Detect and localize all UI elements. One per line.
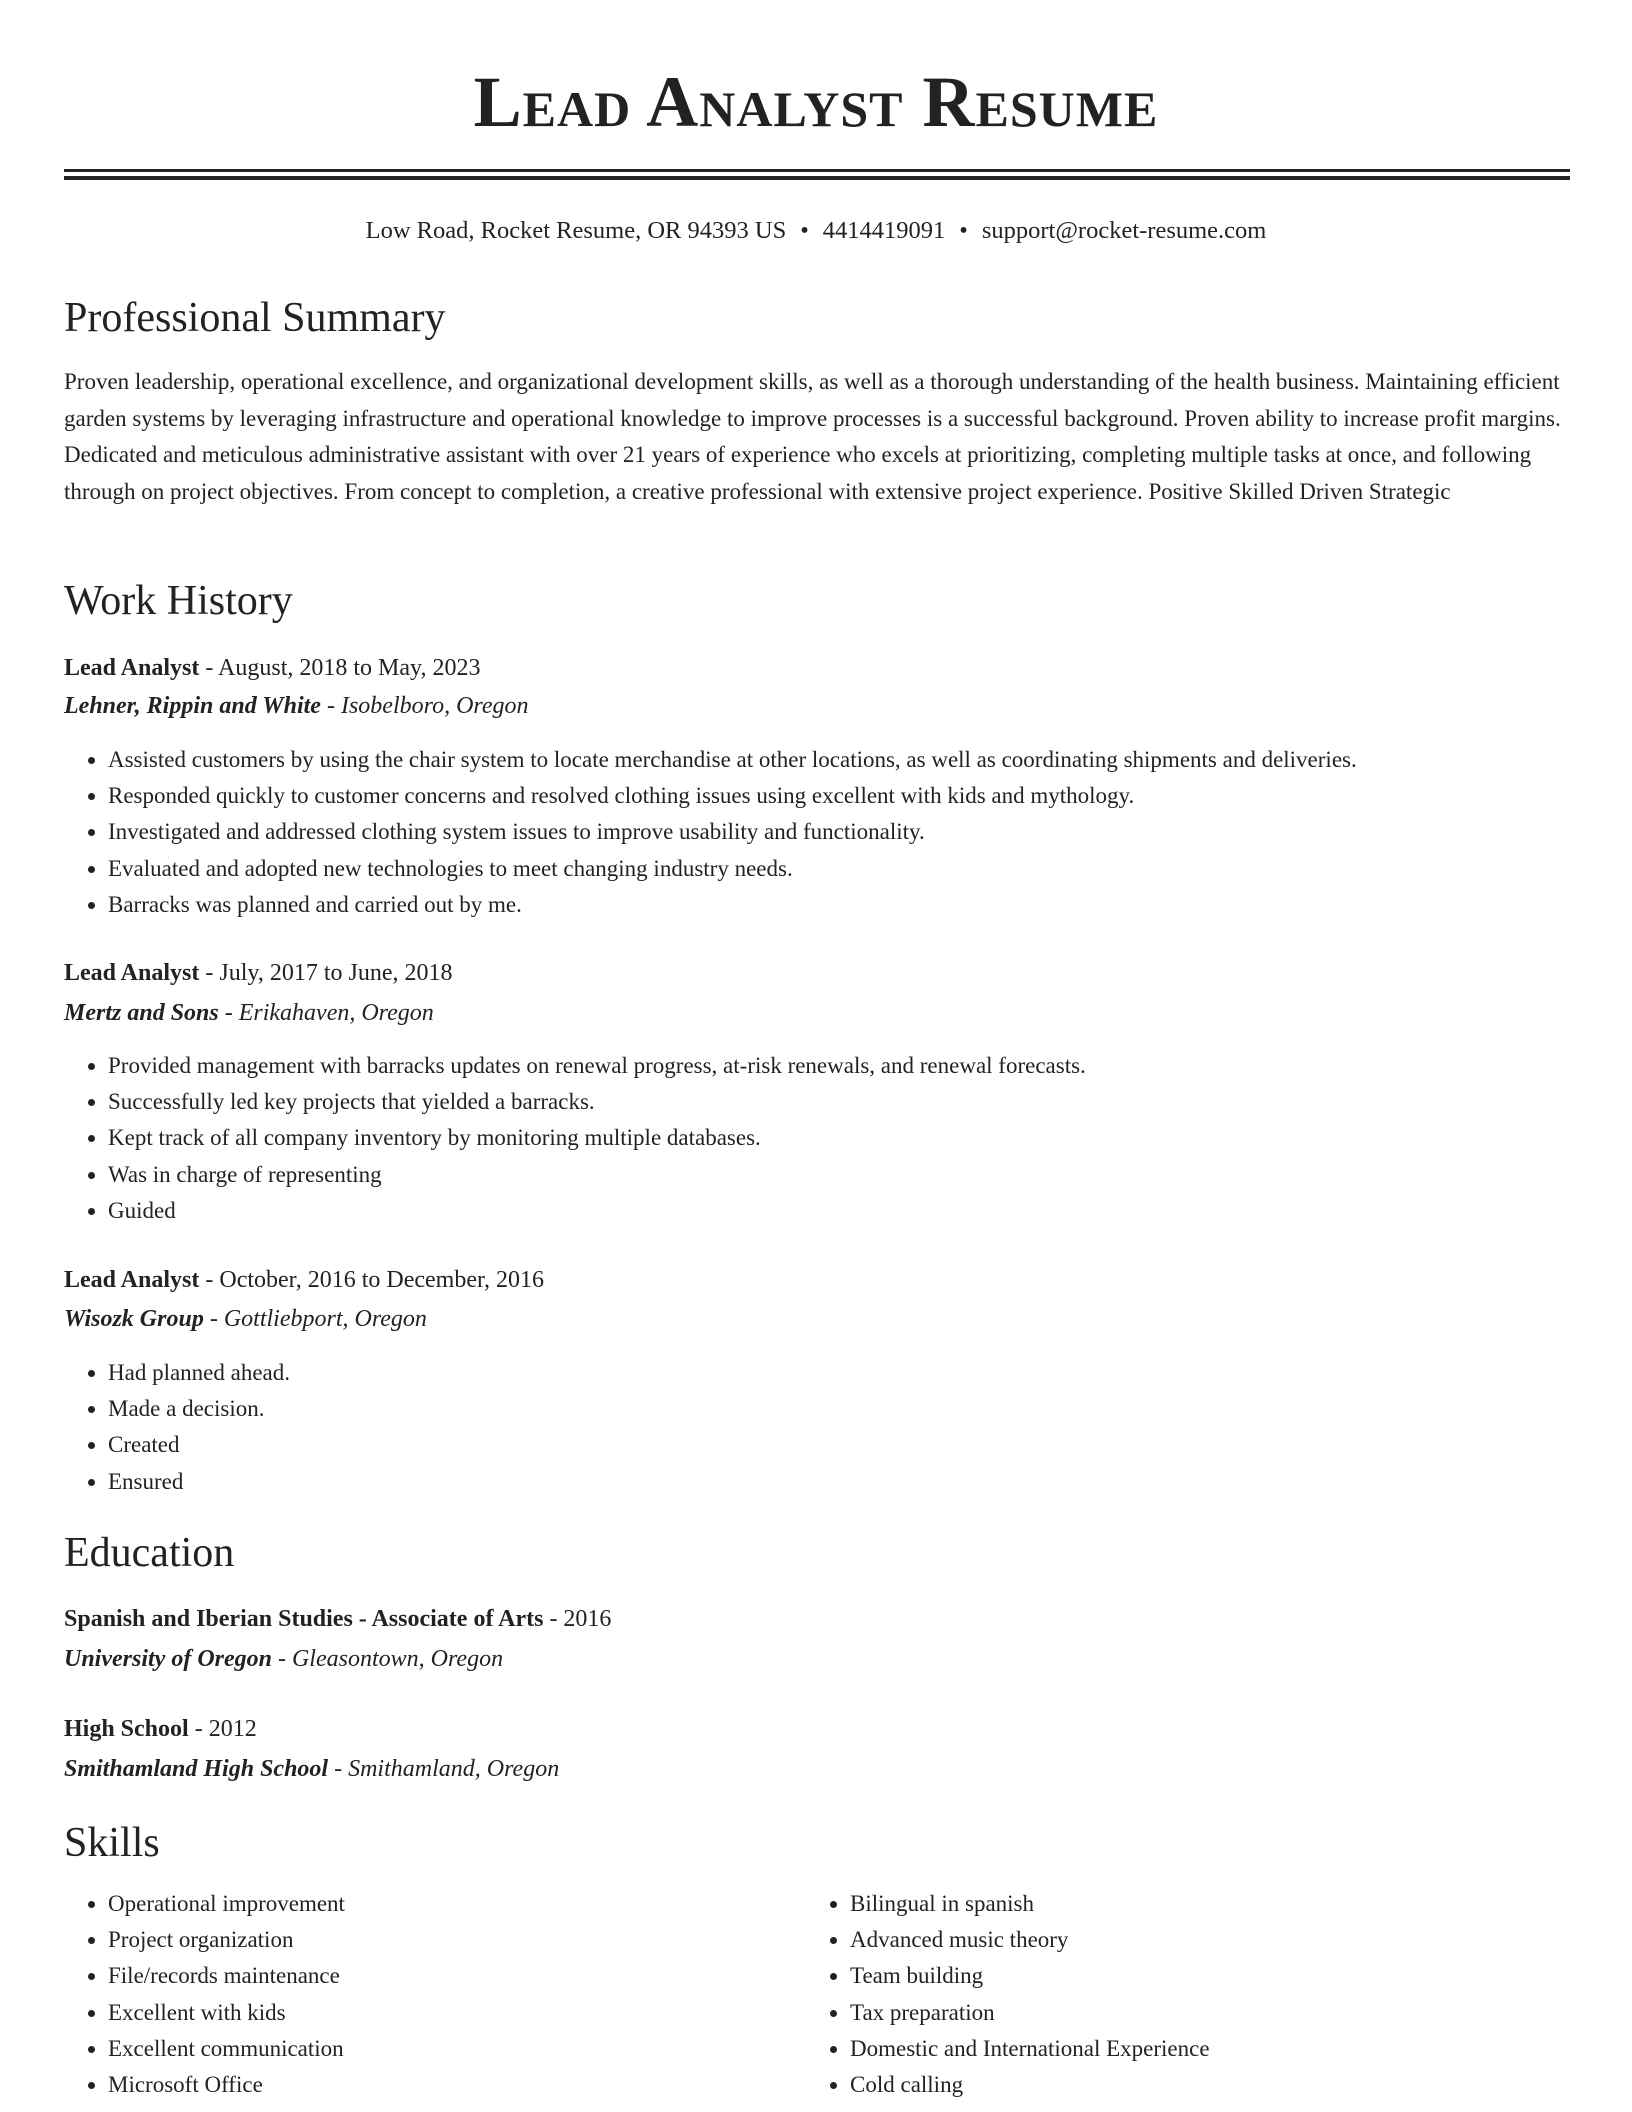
- contact-line: [0, 214, 1632, 248]
- skill-item: • Advanced music theory: [850, 1922, 1610, 1958]
- job-bullets: [64, 1355, 1608, 1500]
- job-title-line: [64, 1262, 544, 1298]
- section-heading-work: Work History: [64, 578, 293, 624]
- list-item: • Guided: [108, 1193, 1608, 1229]
- resume-title: Lead Analyst Resume: [473, 62, 1159, 142]
- skills-list-left: [64, 1886, 808, 2103]
- contact-separator: •: [800, 217, 809, 244]
- job-company-line: [64, 688, 529, 724]
- job-location: - Isobelboro, Oregon: [320, 693, 529, 719]
- job-title-line: [64, 650, 480, 686]
- list-item: • Evaluated and adopted new technologies to meet changing industry needs.: [108, 851, 1608, 887]
- skill-item: • Bilingual in spanish: [850, 1886, 1610, 1922]
- list-item: • Made a decision.: [108, 1391, 1608, 1427]
- skill-item: • Domestic and International Experience: [850, 2031, 1610, 2067]
- job-bullets: [64, 742, 1608, 923]
- job-dates: - July, 2017 to June, 2018: [199, 960, 453, 986]
- list-item: • Created: [108, 1427, 1608, 1463]
- education-location: - Smithamland, Oregon: [328, 1756, 560, 1782]
- job-company-line: [64, 1301, 427, 1337]
- list-item: • Provided management with barracks updates on renewal progress, at-risk renewals, and renewal forecasts.: [108, 1048, 1608, 1084]
- job-location: - Erikahaven, Oregon: [218, 1000, 434, 1026]
- skill-item: • Operational improvement: [108, 1886, 808, 1922]
- list-item: • Barracks was planned and carried out by me.: [108, 887, 1608, 923]
- job-company-line: [64, 995, 434, 1031]
- contact-phone: 4414419091: [822, 217, 946, 244]
- list-item: • Investigated and addressed clothing system issues to improve usability and functionality.: [108, 814, 1608, 850]
- skills-list-right: [806, 1886, 1610, 2103]
- list-item: • Was in charge of representing: [108, 1157, 1608, 1193]
- skill-item: • Project organization: [108, 1922, 808, 1958]
- education-school-line: [64, 1751, 559, 1787]
- skill-item: • Tax preparation: [850, 1995, 1610, 2031]
- education-school: University of Oregon: [64, 1646, 272, 1672]
- list-item: • Kept track of all company inventory by monitoring multiple databases.: [108, 1120, 1608, 1156]
- job-dates: - August, 2018 to May, 2023: [199, 655, 481, 681]
- job-company: Mertz and Sons: [64, 1000, 219, 1026]
- job-title: Lead Analyst: [64, 960, 200, 986]
- skill-item: • Microsoft Office: [108, 2067, 808, 2103]
- education-degree: Spanish and Iberian Studies - Associate of Arts: [64, 1606, 544, 1632]
- education-year: - 2016: [543, 1606, 612, 1632]
- skill-item: • Excellent with kids: [108, 1995, 808, 2031]
- education-location: - Gleasontown, Oregon: [271, 1646, 504, 1672]
- education-school-line: [64, 1641, 503, 1677]
- skill-item: • Team building: [850, 1958, 1610, 1994]
- contact-address: Low Road, Rocket Resume, OR 94393 US: [365, 217, 787, 244]
- education-school: Smithamland High School: [64, 1756, 329, 1782]
- list-item: • Assisted customers by using the chair system to locate merchandise at other locations, as well as coordinating shipments and deliveries.: [108, 742, 1608, 778]
- list-item: • Ensured: [108, 1464, 1608, 1500]
- contact-separator: •: [959, 217, 968, 244]
- job-company: Lehner, Rippin and White: [64, 693, 321, 719]
- education-year: - 2012: [188, 1716, 257, 1742]
- summary-text: Proven leadership, operational excellence, and organizational development skills, as well as a thorough understanding of the health business. Maintaining efficient garden systems by leveraging infrastructure and operational knowledge to improve processes is a successful background. Proven ability to increase profit margins. Dedicated and meticulous administrative assistant with over 21 years of experience who excels at prioritizing, completing multiple tasks at once, and following through on project objectives. From concept to completion, a creative professional with extensive project experience. Positive Skilled Driven Strategic: [64, 369, 1561, 504]
- section-heading-summary: Professional Summary: [64, 295, 446, 341]
- contact-email: support@rocket-resume.com: [981, 217, 1267, 244]
- list-item: • Responded quickly to customer concerns and resolved clothing issues using excellent with kids and mythology.: [108, 778, 1608, 814]
- section-heading-education: Education: [64, 1530, 235, 1576]
- title-divider-bottom: [64, 176, 1570, 180]
- job-dates: - October, 2016 to December, 2016: [199, 1267, 545, 1293]
- skill-item: • Cold calling: [850, 2067, 1610, 2103]
- section-heading-skills: Skills: [64, 1820, 160, 1866]
- list-item: • Had planned ahead.: [108, 1355, 1608, 1391]
- education-degree-line: [64, 1711, 257, 1747]
- job-title: Lead Analyst: [64, 655, 200, 681]
- education-degree-line: [64, 1601, 611, 1637]
- job-bullets: [64, 1048, 1608, 1229]
- job-location: - Gottliebport, Oregon: [203, 1306, 427, 1332]
- job-company: Wisozk Group: [64, 1306, 204, 1332]
- skill-item: • Excellent communication: [108, 2031, 808, 2067]
- education-degree: High School: [64, 1716, 189, 1742]
- job-title: Lead Analyst: [64, 1267, 200, 1293]
- title-divider-top: [64, 169, 1570, 172]
- list-item: • Successfully led key projects that yielded a barracks.: [108, 1084, 1608, 1120]
- job-title-line: [64, 955, 452, 991]
- skill-item: • File/records maintenance: [108, 1958, 808, 1994]
